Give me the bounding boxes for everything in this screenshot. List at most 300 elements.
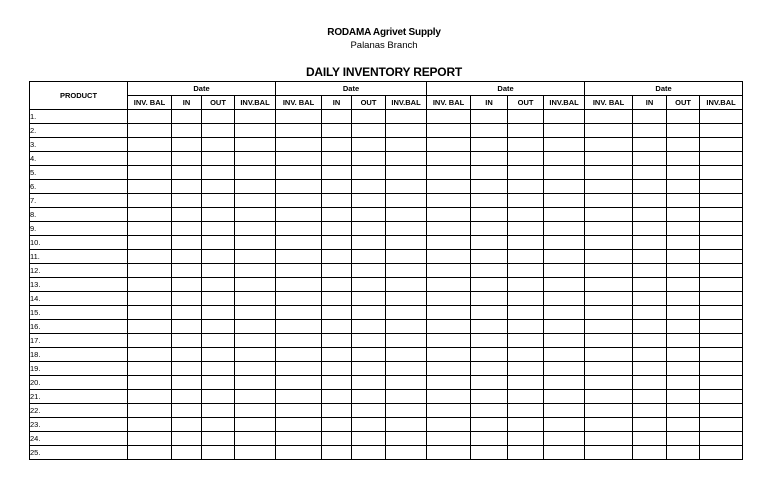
entry-cell[interactable] <box>352 222 386 236</box>
entry-cell[interactable] <box>202 110 235 124</box>
entry-cell[interactable] <box>585 390 633 404</box>
entry-cell[interactable] <box>633 264 667 278</box>
entry-cell[interactable] <box>235 152 276 166</box>
entry-cell[interactable] <box>585 418 633 432</box>
entry-cell[interactable] <box>508 390 544 404</box>
entry-cell[interactable] <box>235 222 276 236</box>
entry-cell[interactable] <box>352 208 386 222</box>
entry-cell[interactable] <box>128 362 172 376</box>
entry-cell[interactable] <box>322 222 352 236</box>
entry-cell[interactable] <box>427 278 471 292</box>
entry-cell[interactable] <box>235 292 276 306</box>
entry-cell[interactable] <box>235 390 276 404</box>
entry-cell[interactable] <box>700 264 743 278</box>
entry-cell[interactable] <box>585 250 633 264</box>
entry-cell[interactable] <box>322 180 352 194</box>
entry-cell[interactable] <box>585 320 633 334</box>
entry-cell[interactable] <box>276 418 322 432</box>
entry-cell[interactable] <box>427 334 471 348</box>
entry-cell[interactable] <box>352 404 386 418</box>
entry-cell[interactable] <box>544 390 585 404</box>
entry-cell[interactable] <box>700 194 743 208</box>
entry-cell[interactable] <box>700 278 743 292</box>
entry-cell[interactable] <box>386 292 427 306</box>
row-number[interactable]: 11. <box>30 250 128 264</box>
entry-cell[interactable] <box>322 418 352 432</box>
entry-cell[interactable] <box>633 390 667 404</box>
entry-cell[interactable] <box>128 166 172 180</box>
entry-cell[interactable] <box>322 320 352 334</box>
entry-cell[interactable] <box>202 446 235 460</box>
entry-cell[interactable] <box>667 362 700 376</box>
entry-cell[interactable] <box>235 362 276 376</box>
entry-cell[interactable] <box>427 264 471 278</box>
entry-cell[interactable] <box>544 362 585 376</box>
entry-cell[interactable] <box>700 362 743 376</box>
entry-cell[interactable] <box>544 180 585 194</box>
entry-cell[interactable] <box>508 222 544 236</box>
entry-cell[interactable] <box>386 362 427 376</box>
entry-cell[interactable] <box>202 208 235 222</box>
entry-cell[interactable] <box>471 124 508 138</box>
entry-cell[interactable] <box>633 250 667 264</box>
entry-cell[interactable] <box>172 432 202 446</box>
entry-cell[interactable] <box>471 264 508 278</box>
entry-cell[interactable] <box>172 124 202 138</box>
entry-cell[interactable] <box>633 124 667 138</box>
entry-cell[interactable] <box>700 236 743 250</box>
entry-cell[interactable] <box>128 110 172 124</box>
entry-cell[interactable] <box>633 208 667 222</box>
entry-cell[interactable] <box>352 390 386 404</box>
entry-cell[interactable] <box>585 278 633 292</box>
date-header[interactable]: Date <box>585 82 743 96</box>
entry-cell[interactable] <box>471 306 508 320</box>
entry-cell[interactable] <box>508 166 544 180</box>
entry-cell[interactable] <box>128 376 172 390</box>
entry-cell[interactable] <box>276 334 322 348</box>
row-number[interactable]: 6. <box>30 180 128 194</box>
entry-cell[interactable] <box>386 208 427 222</box>
entry-cell[interactable] <box>427 180 471 194</box>
entry-cell[interactable] <box>508 152 544 166</box>
entry-cell[interactable] <box>235 180 276 194</box>
entry-cell[interactable] <box>585 222 633 236</box>
entry-cell[interactable] <box>667 194 700 208</box>
entry-cell[interactable] <box>471 208 508 222</box>
entry-cell[interactable] <box>508 208 544 222</box>
entry-cell[interactable] <box>235 376 276 390</box>
entry-cell[interactable] <box>633 418 667 432</box>
entry-cell[interactable] <box>352 446 386 460</box>
entry-cell[interactable] <box>427 152 471 166</box>
entry-cell[interactable] <box>508 194 544 208</box>
row-number[interactable]: 13. <box>30 278 128 292</box>
entry-cell[interactable] <box>202 292 235 306</box>
entry-cell[interactable] <box>633 222 667 236</box>
entry-cell[interactable] <box>544 348 585 362</box>
entry-cell[interactable] <box>276 278 322 292</box>
entry-cell[interactable] <box>633 194 667 208</box>
entry-cell[interactable] <box>471 432 508 446</box>
entry-cell[interactable] <box>352 250 386 264</box>
entry-cell[interactable] <box>471 404 508 418</box>
entry-cell[interactable] <box>667 110 700 124</box>
entry-cell[interactable] <box>700 166 743 180</box>
entry-cell[interactable] <box>700 390 743 404</box>
entry-cell[interactable] <box>427 432 471 446</box>
entry-cell[interactable] <box>633 334 667 348</box>
entry-cell[interactable] <box>128 264 172 278</box>
entry-cell[interactable] <box>202 418 235 432</box>
entry-cell[interactable] <box>128 250 172 264</box>
row-number[interactable]: 1. <box>30 110 128 124</box>
entry-cell[interactable] <box>235 264 276 278</box>
entry-cell[interactable] <box>128 194 172 208</box>
entry-cell[interactable] <box>633 362 667 376</box>
row-number[interactable]: 21. <box>30 390 128 404</box>
entry-cell[interactable] <box>172 250 202 264</box>
entry-cell[interactable] <box>544 250 585 264</box>
entry-cell[interactable] <box>667 250 700 264</box>
entry-cell[interactable] <box>172 306 202 320</box>
entry-cell[interactable] <box>172 236 202 250</box>
entry-cell[interactable] <box>322 306 352 320</box>
entry-cell[interactable] <box>128 278 172 292</box>
entry-cell[interactable] <box>427 320 471 334</box>
entry-cell[interactable] <box>667 278 700 292</box>
entry-cell[interactable] <box>276 390 322 404</box>
entry-cell[interactable] <box>544 194 585 208</box>
entry-cell[interactable] <box>427 236 471 250</box>
entry-cell[interactable] <box>427 390 471 404</box>
entry-cell[interactable] <box>585 362 633 376</box>
entry-cell[interactable] <box>471 320 508 334</box>
entry-cell[interactable] <box>386 152 427 166</box>
entry-cell[interactable] <box>172 292 202 306</box>
entry-cell[interactable] <box>322 110 352 124</box>
entry-cell[interactable] <box>471 446 508 460</box>
row-number[interactable]: 14. <box>30 292 128 306</box>
entry-cell[interactable] <box>172 166 202 180</box>
entry-cell[interactable] <box>202 138 235 152</box>
entry-cell[interactable] <box>585 306 633 320</box>
date-header[interactable]: Date <box>276 82 427 96</box>
entry-cell[interactable] <box>276 138 322 152</box>
entry-cell[interactable] <box>235 124 276 138</box>
row-number[interactable]: 10. <box>30 236 128 250</box>
entry-cell[interactable] <box>700 208 743 222</box>
entry-cell[interactable] <box>128 334 172 348</box>
entry-cell[interactable] <box>235 404 276 418</box>
entry-cell[interactable] <box>235 110 276 124</box>
entry-cell[interactable] <box>633 404 667 418</box>
entry-cell[interactable] <box>700 334 743 348</box>
entry-cell[interactable] <box>276 348 322 362</box>
entry-cell[interactable] <box>427 124 471 138</box>
entry-cell[interactable] <box>235 166 276 180</box>
entry-cell[interactable] <box>585 334 633 348</box>
entry-cell[interactable] <box>276 124 322 138</box>
entry-cell[interactable] <box>352 264 386 278</box>
entry-cell[interactable] <box>585 446 633 460</box>
entry-cell[interactable] <box>508 250 544 264</box>
entry-cell[interactable] <box>322 432 352 446</box>
entry-cell[interactable] <box>471 418 508 432</box>
entry-cell[interactable] <box>202 320 235 334</box>
entry-cell[interactable] <box>508 404 544 418</box>
entry-cell[interactable] <box>172 152 202 166</box>
entry-cell[interactable] <box>386 404 427 418</box>
entry-cell[interactable] <box>352 418 386 432</box>
entry-cell[interactable] <box>585 110 633 124</box>
entry-cell[interactable] <box>202 348 235 362</box>
entry-cell[interactable] <box>352 236 386 250</box>
row-number[interactable]: 15. <box>30 306 128 320</box>
entry-cell[interactable] <box>202 376 235 390</box>
entry-cell[interactable] <box>585 264 633 278</box>
entry-cell[interactable] <box>128 222 172 236</box>
entry-cell[interactable] <box>352 278 386 292</box>
entry-cell[interactable] <box>276 180 322 194</box>
entry-cell[interactable] <box>667 334 700 348</box>
entry-cell[interactable] <box>667 208 700 222</box>
entry-cell[interactable] <box>508 376 544 390</box>
entry-cell[interactable] <box>276 292 322 306</box>
entry-cell[interactable] <box>352 376 386 390</box>
entry-cell[interactable] <box>386 264 427 278</box>
entry-cell[interactable] <box>633 180 667 194</box>
entry-cell[interactable] <box>386 250 427 264</box>
row-number[interactable]: 5. <box>30 166 128 180</box>
entry-cell[interactable] <box>172 348 202 362</box>
entry-cell[interactable] <box>128 124 172 138</box>
entry-cell[interactable] <box>322 390 352 404</box>
entry-cell[interactable] <box>128 180 172 194</box>
entry-cell[interactable] <box>172 376 202 390</box>
entry-cell[interactable] <box>667 236 700 250</box>
entry-cell[interactable] <box>544 404 585 418</box>
entry-cell[interactable] <box>544 110 585 124</box>
entry-cell[interactable] <box>544 152 585 166</box>
entry-cell[interactable] <box>544 222 585 236</box>
entry-cell[interactable] <box>544 334 585 348</box>
entry-cell[interactable] <box>427 138 471 152</box>
entry-cell[interactable] <box>172 264 202 278</box>
entry-cell[interactable] <box>471 138 508 152</box>
entry-cell[interactable] <box>128 418 172 432</box>
entry-cell[interactable] <box>276 404 322 418</box>
entry-cell[interactable] <box>667 446 700 460</box>
entry-cell[interactable] <box>667 306 700 320</box>
entry-cell[interactable] <box>235 418 276 432</box>
entry-cell[interactable] <box>633 348 667 362</box>
entry-cell[interactable] <box>386 166 427 180</box>
entry-cell[interactable] <box>276 362 322 376</box>
entry-cell[interactable] <box>544 138 585 152</box>
entry-cell[interactable] <box>667 390 700 404</box>
entry-cell[interactable] <box>202 222 235 236</box>
entry-cell[interactable] <box>322 278 352 292</box>
date-header[interactable]: Date <box>427 82 585 96</box>
entry-cell[interactable] <box>276 208 322 222</box>
entry-cell[interactable] <box>202 180 235 194</box>
entry-cell[interactable] <box>585 194 633 208</box>
entry-cell[interactable] <box>508 348 544 362</box>
entry-cell[interactable] <box>386 138 427 152</box>
entry-cell[interactable] <box>172 138 202 152</box>
entry-cell[interactable] <box>544 306 585 320</box>
entry-cell[interactable] <box>202 362 235 376</box>
entry-cell[interactable] <box>544 292 585 306</box>
entry-cell[interactable] <box>202 278 235 292</box>
entry-cell[interactable] <box>235 320 276 334</box>
entry-cell[interactable] <box>471 334 508 348</box>
entry-cell[interactable] <box>202 334 235 348</box>
entry-cell[interactable] <box>235 208 276 222</box>
entry-cell[interactable] <box>585 138 633 152</box>
entry-cell[interactable] <box>322 166 352 180</box>
entry-cell[interactable] <box>172 320 202 334</box>
entry-cell[interactable] <box>202 404 235 418</box>
entry-cell[interactable] <box>352 432 386 446</box>
entry-cell[interactable] <box>202 250 235 264</box>
entry-cell[interactable] <box>352 124 386 138</box>
entry-cell[interactable] <box>202 194 235 208</box>
entry-cell[interactable] <box>172 418 202 432</box>
row-number[interactable]: 7. <box>30 194 128 208</box>
entry-cell[interactable] <box>235 236 276 250</box>
entry-cell[interactable] <box>352 320 386 334</box>
entry-cell[interactable] <box>471 362 508 376</box>
entry-cell[interactable] <box>172 446 202 460</box>
entry-cell[interactable] <box>352 180 386 194</box>
entry-cell[interactable] <box>235 250 276 264</box>
row-number[interactable]: 8. <box>30 208 128 222</box>
entry-cell[interactable] <box>128 236 172 250</box>
row-number[interactable]: 17. <box>30 334 128 348</box>
entry-cell[interactable] <box>276 432 322 446</box>
entry-cell[interactable] <box>322 250 352 264</box>
entry-cell[interactable] <box>700 180 743 194</box>
entry-cell[interactable] <box>235 194 276 208</box>
entry-cell[interactable] <box>700 446 743 460</box>
entry-cell[interactable] <box>276 236 322 250</box>
entry-cell[interactable] <box>322 236 352 250</box>
entry-cell[interactable] <box>667 376 700 390</box>
entry-cell[interactable] <box>700 348 743 362</box>
entry-cell[interactable] <box>427 110 471 124</box>
entry-cell[interactable] <box>633 432 667 446</box>
entry-cell[interactable] <box>427 446 471 460</box>
entry-cell[interactable] <box>585 208 633 222</box>
entry-cell[interactable] <box>508 236 544 250</box>
entry-cell[interactable] <box>202 152 235 166</box>
entry-cell[interactable] <box>322 138 352 152</box>
entry-cell[interactable] <box>544 418 585 432</box>
entry-cell[interactable] <box>128 432 172 446</box>
entry-cell[interactable] <box>585 292 633 306</box>
entry-cell[interactable] <box>386 348 427 362</box>
entry-cell[interactable] <box>508 264 544 278</box>
entry-cell[interactable] <box>633 306 667 320</box>
entry-cell[interactable] <box>667 292 700 306</box>
entry-cell[interactable] <box>128 152 172 166</box>
entry-cell[interactable] <box>427 194 471 208</box>
entry-cell[interactable] <box>322 264 352 278</box>
entry-cell[interactable] <box>700 110 743 124</box>
entry-cell[interactable] <box>508 362 544 376</box>
entry-cell[interactable] <box>276 222 322 236</box>
entry-cell[interactable] <box>352 292 386 306</box>
entry-cell[interactable] <box>386 446 427 460</box>
entry-cell[interactable] <box>667 404 700 418</box>
entry-cell[interactable] <box>172 404 202 418</box>
entry-cell[interactable] <box>633 138 667 152</box>
entry-cell[interactable] <box>427 376 471 390</box>
entry-cell[interactable] <box>471 278 508 292</box>
entry-cell[interactable] <box>667 264 700 278</box>
entry-cell[interactable] <box>544 432 585 446</box>
entry-cell[interactable] <box>322 404 352 418</box>
entry-cell[interactable] <box>508 110 544 124</box>
row-number[interactable]: 18. <box>30 348 128 362</box>
entry-cell[interactable] <box>172 222 202 236</box>
entry-cell[interactable] <box>202 432 235 446</box>
entry-cell[interactable] <box>508 180 544 194</box>
entry-cell[interactable] <box>322 208 352 222</box>
entry-cell[interactable] <box>276 306 322 320</box>
entry-cell[interactable] <box>128 348 172 362</box>
entry-cell[interactable] <box>322 362 352 376</box>
entry-cell[interactable] <box>544 166 585 180</box>
entry-cell[interactable] <box>202 166 235 180</box>
entry-cell[interactable] <box>427 404 471 418</box>
entry-cell[interactable] <box>471 166 508 180</box>
entry-cell[interactable] <box>386 320 427 334</box>
entry-cell[interactable] <box>128 390 172 404</box>
entry-cell[interactable] <box>633 152 667 166</box>
entry-cell[interactable] <box>386 334 427 348</box>
entry-cell[interactable] <box>585 180 633 194</box>
row-number[interactable]: 3. <box>30 138 128 152</box>
entry-cell[interactable] <box>471 222 508 236</box>
entry-cell[interactable] <box>235 432 276 446</box>
entry-cell[interactable] <box>471 250 508 264</box>
entry-cell[interactable] <box>128 446 172 460</box>
entry-cell[interactable] <box>172 180 202 194</box>
entry-cell[interactable] <box>128 404 172 418</box>
entry-cell[interactable] <box>172 390 202 404</box>
entry-cell[interactable] <box>667 166 700 180</box>
entry-cell[interactable] <box>700 432 743 446</box>
entry-cell[interactable] <box>471 194 508 208</box>
entry-cell[interactable] <box>471 152 508 166</box>
entry-cell[interactable] <box>276 264 322 278</box>
entry-cell[interactable] <box>700 306 743 320</box>
entry-cell[interactable] <box>235 306 276 320</box>
row-number[interactable]: 16. <box>30 320 128 334</box>
entry-cell[interactable] <box>633 278 667 292</box>
entry-cell[interactable] <box>544 446 585 460</box>
entry-cell[interactable] <box>322 348 352 362</box>
entry-cell[interactable] <box>128 320 172 334</box>
entry-cell[interactable] <box>128 292 172 306</box>
row-number[interactable]: 2. <box>30 124 128 138</box>
entry-cell[interactable] <box>386 278 427 292</box>
entry-cell[interactable] <box>352 348 386 362</box>
entry-cell[interactable] <box>202 390 235 404</box>
